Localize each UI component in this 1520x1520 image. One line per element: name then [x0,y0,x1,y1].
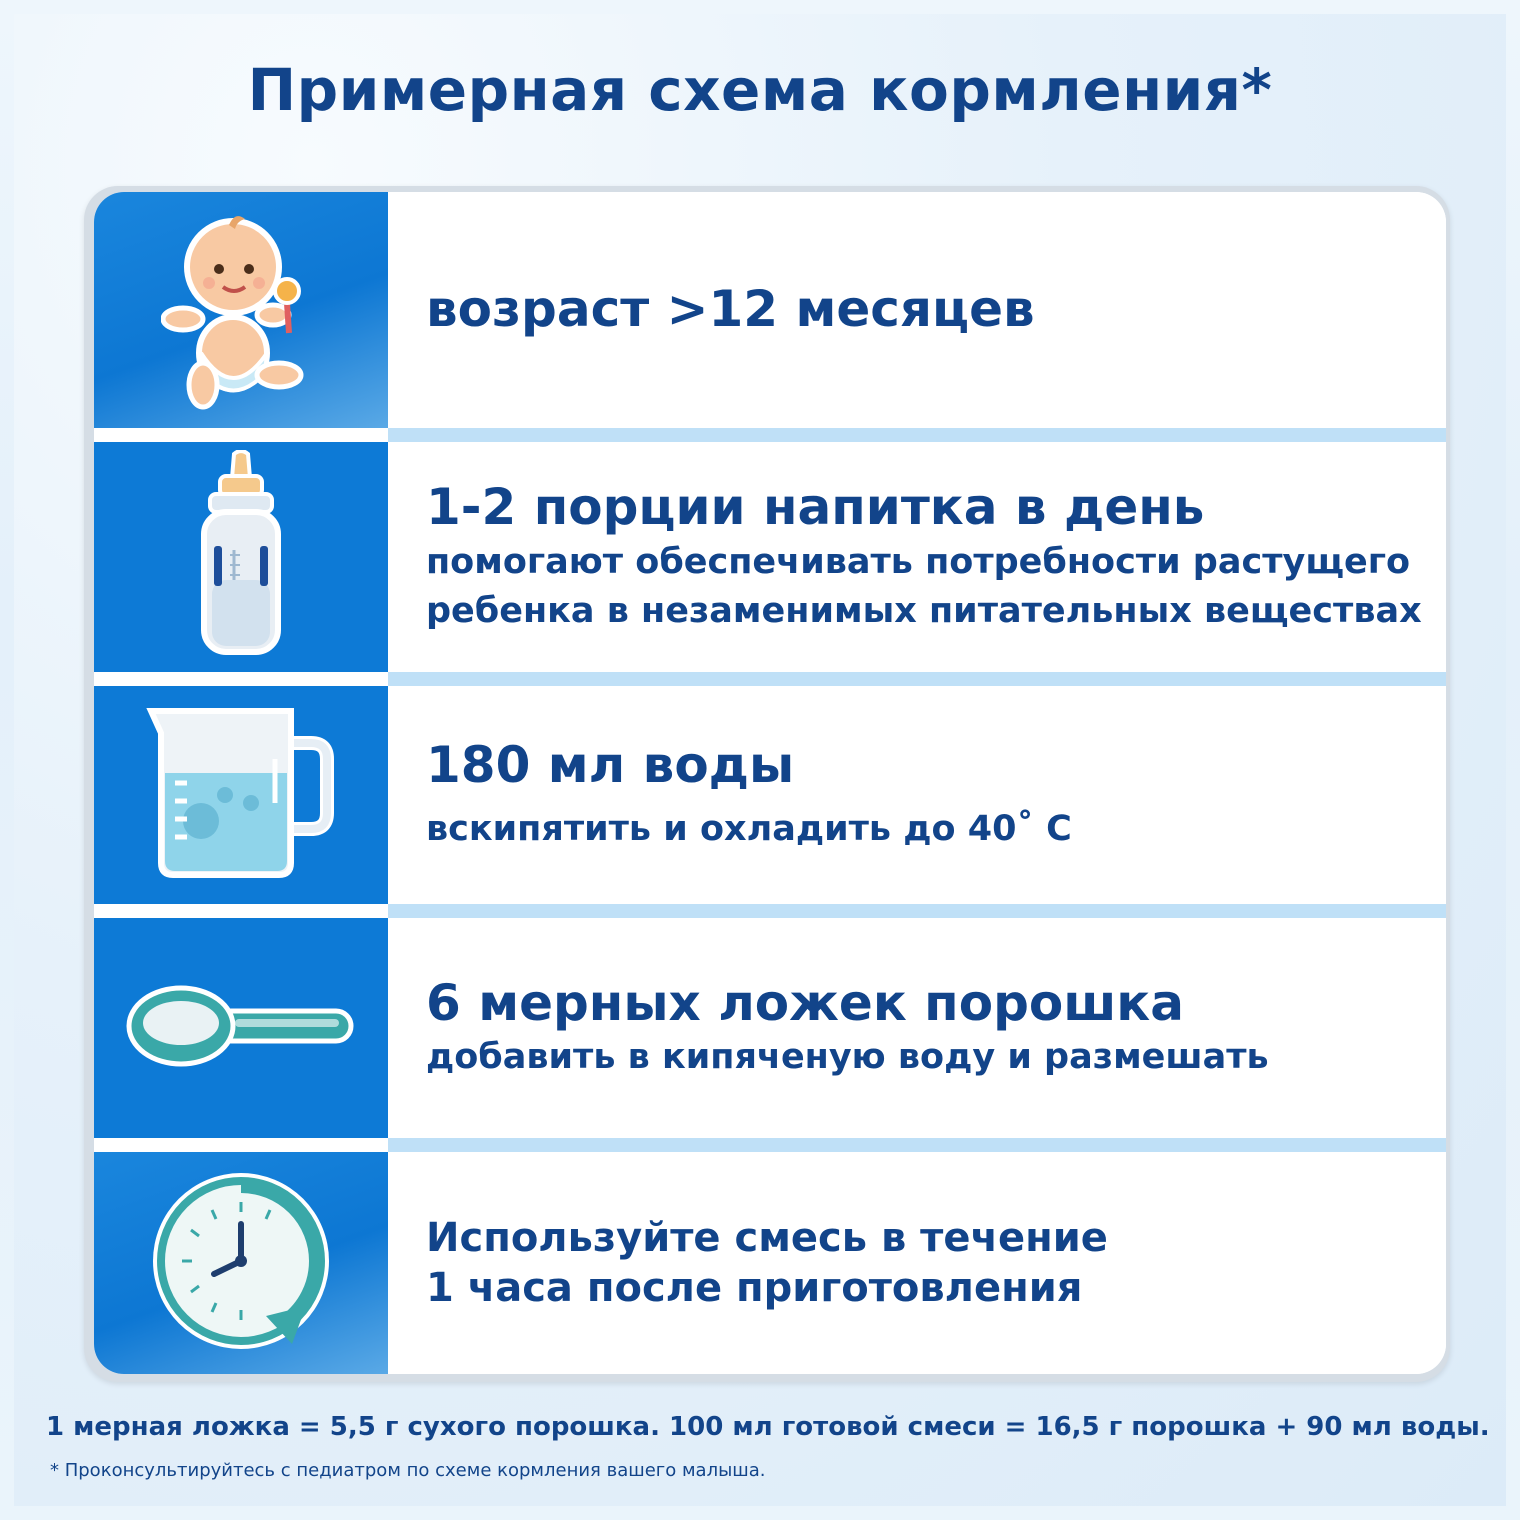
row-heading: 180 мл воды [426,736,795,795]
row-heading: 1-2 порции напитка в день [426,477,1205,536]
measuring-jug-icon [141,703,341,887]
baby-icon [161,203,321,417]
feeding-scheme-panel [94,192,1446,1374]
page-title: Примерная схема кормления* [247,56,1273,124]
icon-cell [94,192,388,428]
text-cell [388,442,1446,672]
row-divider [94,904,1446,918]
row-usage-time [94,1152,1446,1374]
row-divider [94,672,1446,686]
text-cell [388,686,1446,904]
row-heading: 6 мерных ложек порошка [426,974,1184,1033]
row-heading: возраст >12 месяцев [426,280,1035,339]
icon-cell [94,686,388,904]
row-divider [94,428,1446,442]
row-details: вскипятить и охладить до 40˚ С [426,808,1072,849]
measuring-spoon-icon [125,981,357,1075]
row-powder [94,918,1446,1138]
row-age [94,192,1446,428]
icon-cell [94,1152,388,1374]
row-portions [94,442,1446,672]
text-cell [388,192,1446,428]
row-divider [94,1138,1446,1152]
row-details: помогают обеспечивать потребности растущего ребенка в незаменимых питательных веществах [426,542,1422,631]
row-details: Используйте смесь в течение 1 часа после приготовления [426,1215,1108,1311]
disclaimer: * Проконсультируйтесь с педиатром по схеме кормления вашего малыша. [50,1460,766,1481]
row-water [94,686,1446,904]
row-details: добавить в кипяченую воду и размешать [426,1036,1269,1077]
clock-icon [146,1166,336,1360]
text-cell [388,1152,1446,1374]
icon-cell [94,442,388,672]
feeding-scheme-card [84,186,1450,1382]
measure-note: 1 мерная ложка = 5,5 г сухого порошка. 100 мл готовой смеси = 16,5 г порошка + 90 мл воды. [46,1412,1490,1442]
icon-cell [94,918,388,1138]
baby-bottle-icon [196,450,286,664]
text-cell [388,918,1446,1138]
